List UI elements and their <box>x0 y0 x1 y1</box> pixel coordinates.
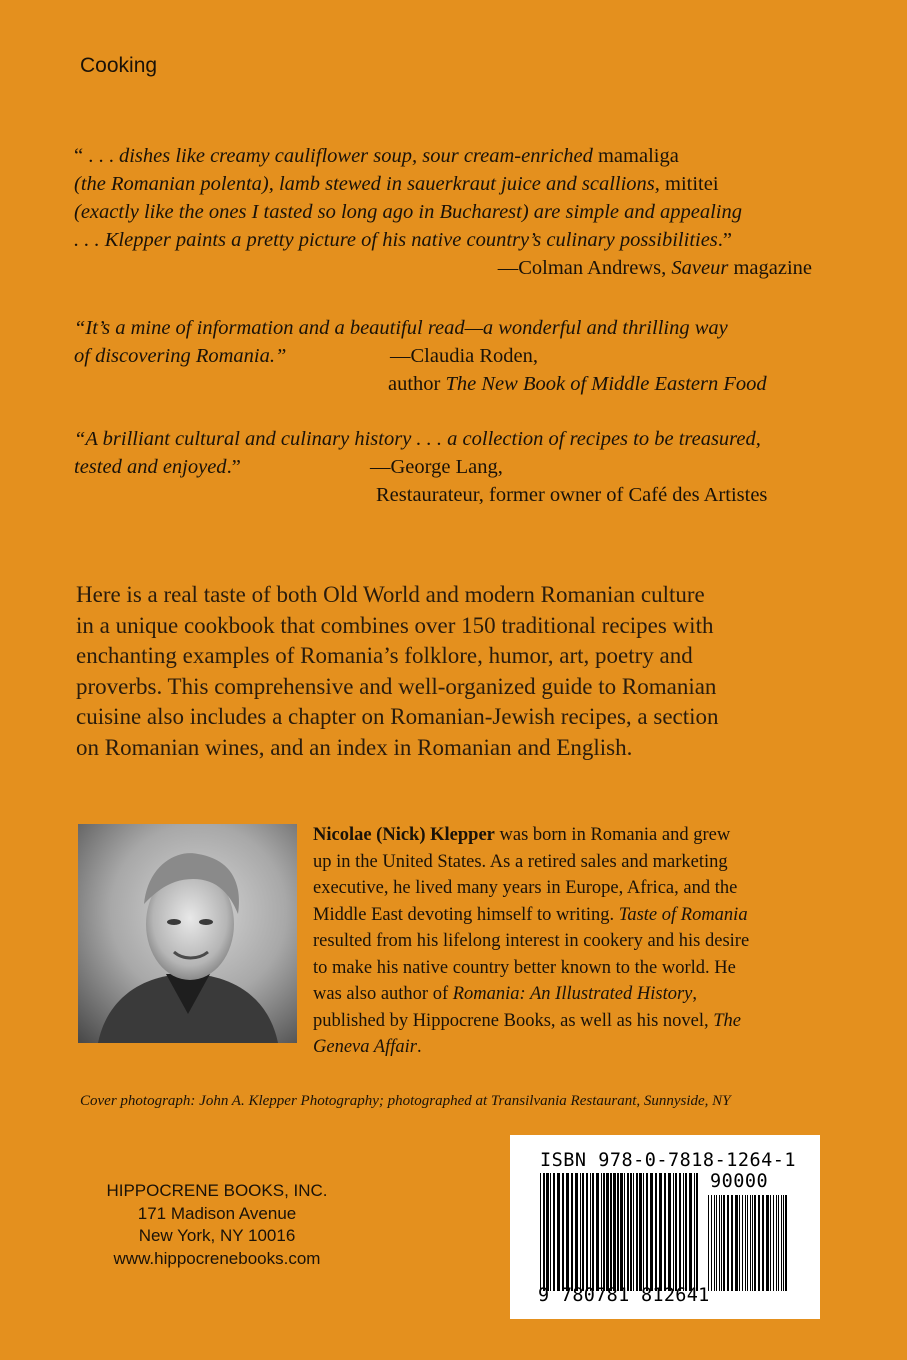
description-line: proverbs. This comprehensive and well-organized guide to Romanian <box>76 673 717 699</box>
bio-text: , <box>692 984 698 1004</box>
quote-attribution: —Claudia Roden, <box>390 345 539 367</box>
quote-text: “ . . . <box>74 145 119 167</box>
quote-attribution: —George Lang, <box>370 456 503 478</box>
quote-text: mititei <box>659 173 719 195</box>
quote-text: dishes like creamy cauliflower soup, sour cream-enriched <box>118 145 593 167</box>
quote-text: .” <box>717 229 733 251</box>
ean-number: 9 780781 812641 <box>538 1285 710 1306</box>
bio-text: resulted from his lifelong interest in cookery and his desire <box>313 931 750 951</box>
bio-text: Taste of Romania <box>618 904 748 925</box>
author-name: Nicolae (Nick) Klepper <box>313 825 495 845</box>
author-portrait-image <box>78 824 297 1043</box>
publisher-street: 171 Madison Avenue <box>137 1203 297 1223</box>
quote-attribution-title: author The New Book of Middle Eastern Food <box>388 373 767 395</box>
author-bio <box>313 822 833 1061</box>
bio-text: Romania: An Illustrated History <box>452 984 693 1004</box>
description-line: on Romanian wines, and an index in Romanian and English. <box>76 734 633 760</box>
quote-colman-andrews <box>74 142 834 282</box>
publisher-name: HIPPOCRENE BOOKS, INC. <box>106 1181 328 1200</box>
publisher-info <box>84 1180 350 1270</box>
quote-text: (exactly like the ones I tasted so long ago in Bucharest) are simple and appealing <box>74 201 743 223</box>
quote-george-lang <box>74 425 834 506</box>
category-label: Cooking <box>80 54 158 77</box>
publisher-website: www.hippocrenebooks.com <box>113 1248 321 1268</box>
quote-attribution: —Colman Andrews, Saveur magazine <box>497 257 812 279</box>
bio-text: to make his native country better known to the world. He <box>313 957 736 978</box>
quote-claudia-roden <box>74 314 834 395</box>
photo-credit: Cover photograph: John A. Klepper Photography; photographed at Transilvania Restaurant, Sunnyside, NY <box>80 1093 731 1109</box>
quote-text: “A brilliant cultural and culinary history . . . a collection of recipes to be treasured, <box>74 428 761 450</box>
quote-text: (the Romanian polenta), lamb stewed in sauerkraut juice and scallions, <box>74 173 660 195</box>
quote-attribution-title: Restaurateur, former owner of Café des Artistes <box>376 484 768 506</box>
bio-text: published by Hippocrene Books, as well as his novel, <box>313 1010 714 1031</box>
quote-text: .” <box>226 456 241 478</box>
quote-text: tested and enjoyed <box>74 456 227 478</box>
description-line: cuisine also includes a chapter on Romanian-Jewish recipes, a section <box>76 704 719 729</box>
bio-text: up in the United States. As a retired sales and marketing <box>313 851 728 872</box>
isbn-label: ISBN 978-0-7818-1264-1 <box>540 1150 797 1171</box>
bio-text: Geneva Affair <box>313 1037 417 1057</box>
description-line: in a unique cookbook that combines over 150 traditional recipes with <box>76 612 714 638</box>
quote-text: mamaliga <box>592 145 679 167</box>
quote-text: “It’s a mine of information and a beautiful read—a wonderful and thrilling way <box>74 317 728 339</box>
bio-text: executive, he lived many years in Europe, Africa, and the <box>313 878 738 898</box>
bio-text: . <box>416 1037 422 1057</box>
quote-text: of discovering Romania.” <box>74 345 287 367</box>
book-description <box>76 580 836 763</box>
ean-barcode-icon <box>540 1173 700 1291</box>
description-line: enchanting examples of Romania’s folklore, humor, art, poetry and <box>76 643 693 668</box>
bio-text: Middle East devoting himself to writing. <box>313 904 619 925</box>
price-code: 90000 <box>710 1171 769 1192</box>
bio-text: was born in Romania and grew <box>494 825 731 845</box>
publisher-city: New York, NY 10016 <box>138 1226 296 1245</box>
quote-text: . . . Klepper paints a pretty picture of his native country’s culinary possibilities <box>74 229 718 251</box>
description-line: Here is a real taste of both Old World and modern Romanian culture <box>76 582 705 607</box>
barcode-panel <box>510 1135 820 1319</box>
bio-text: The <box>713 1010 742 1031</box>
author-photo <box>78 824 297 1043</box>
price-barcode-icon <box>708 1195 788 1291</box>
bio-text: was also author of <box>313 984 453 1004</box>
